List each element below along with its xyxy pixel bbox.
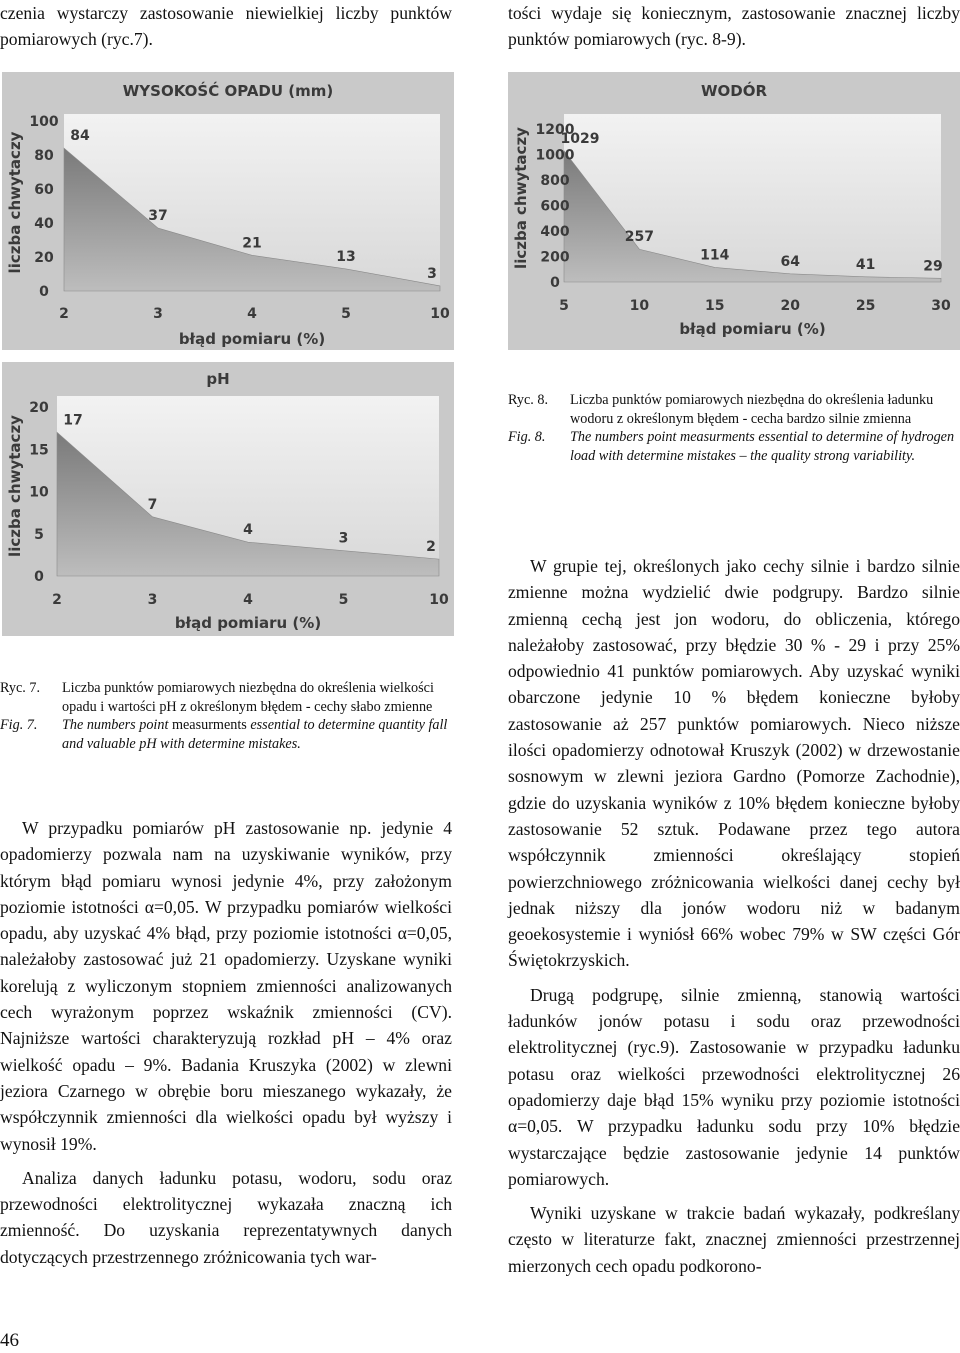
x-tick-label: 5 xyxy=(559,298,569,314)
x-tick-label: 10 xyxy=(430,306,450,322)
y-tick-label: 0 xyxy=(39,284,49,300)
chart-precipitation xyxy=(2,72,454,350)
x-tick-label: 2 xyxy=(52,592,62,608)
caption-text-en-3: essential to determine quantity fall and valuable pH with determine mistakes. xyxy=(62,717,448,752)
caption-text-pl: Liczba punktów pomiarowych niezbędna do określenia wielkości opadu i wartości pH z określonym błędem - cechy słabo zmienne xyxy=(62,680,434,715)
top-left-text: czenia wystarczy zastosowanie niewielkiej liczby punktów pomiarowych (ryc.7). xyxy=(0,3,452,50)
chart-title: WODÓR xyxy=(700,82,768,100)
top-right-text: tości wydaje się koniecznym, zastosowanie znacznej liczby punktów pomiarowych (ryc. 8-9). xyxy=(508,3,960,50)
x-tick-label: 15 xyxy=(705,298,725,314)
y-tick-label: 40 xyxy=(34,216,54,232)
x-tick-label: 30 xyxy=(931,298,951,314)
y-tick-label: 600 xyxy=(540,198,570,215)
caption-text-en-2: measurments xyxy=(171,717,247,734)
chart-hydrogen xyxy=(508,72,960,350)
y-tick-label: 10 xyxy=(29,484,49,501)
y-axis-label: liczba chwytaczy xyxy=(6,415,24,557)
paragraph: Wyniki uzyskane w trakcie badań wykazały, podkreślany często w literaturze fakt, znacznej zmienności przestrzennej mierzonych cech opadu podkorono- xyxy=(508,1203,960,1276)
data-label: 13 xyxy=(336,248,356,265)
caption-label-en: Fig. 8. xyxy=(508,429,546,446)
data-label: 21 xyxy=(242,235,262,252)
x-tick-label: 4 xyxy=(243,592,253,608)
data-label: 17 xyxy=(63,412,83,429)
x-tick-label: 3 xyxy=(147,592,158,608)
chart-ph xyxy=(2,362,454,636)
data-label: 84 xyxy=(70,128,90,145)
data-label: 37 xyxy=(148,208,168,225)
page-number: 46 xyxy=(0,1330,19,1351)
y-tick-label: 100 xyxy=(29,114,59,130)
data-label: 29 xyxy=(923,258,943,275)
x-axis-label: błąd pomiaru (%) xyxy=(679,320,826,338)
data-label: 114 xyxy=(700,247,730,264)
y-tick-label: 5 xyxy=(34,526,44,543)
x-tick-label: 10 xyxy=(629,298,650,314)
chart-title: WYSOKOŚĆ OPADU (mm) xyxy=(122,82,334,100)
paragraph: Drugą podgrupę, silnie zmienną, stanowią wartości ładunków jonów potasu i sodu oraz przewodności elektrolitycznej (ryc.9). Zastosowanie w przypadku ładunku potasu oraz wielkości przewodności elektrolitycznej 26 opadomierzy daje błąd 15% wyniku przy poziomie istotności α=0,05. W przypadku ładunku sodu przy 10% błędzie wystarczające będzie zastosowanie jedynie 14 punktów pomiarowych. xyxy=(508,984,960,1189)
figure-7-caption xyxy=(0,679,452,753)
y-tick-label: 0 xyxy=(550,275,560,291)
x-tick-label: 20 xyxy=(780,298,800,314)
paragraph: Analiza danych ładunku potasu, wodoru, sodu oraz przewodności elektrolitycznej wykazała znaczną ich zmienność. Do uzyskania reprezentatywnych danych dotyczących przestrzennego zróżnicowania tych war- xyxy=(0,1167,452,1267)
data-label: 4 xyxy=(243,522,253,539)
y-tick-label: 0 xyxy=(34,569,44,585)
y-tick-label: 400 xyxy=(540,224,570,240)
chart-title: pH xyxy=(206,370,230,388)
figure-8-caption xyxy=(508,391,960,465)
y-tick-label: 200 xyxy=(540,249,570,266)
right-column-body xyxy=(508,553,960,1279)
y-tick-label: 1000 xyxy=(535,147,575,164)
left-column-body xyxy=(0,815,452,1270)
data-label: 1029 xyxy=(560,130,600,147)
x-tick-label: 10 xyxy=(429,592,449,608)
y-tick-label: 20 xyxy=(34,250,54,266)
y-tick-label: 800 xyxy=(540,173,570,189)
caption-label-en: Fig. 7. xyxy=(0,717,38,734)
y-tick-label: 1200 xyxy=(535,122,575,138)
x-tick-label: 4 xyxy=(247,306,257,322)
caption-text-en: The numbers point measurments essential to determine of hydrogen load with determine mistakes – the quality strong variability. xyxy=(570,429,955,464)
x-axis-label: błąd pomiaru (%) xyxy=(178,330,326,348)
x-tick-label: 5 xyxy=(341,306,351,322)
data-label: 257 xyxy=(624,229,655,246)
x-tick-label: 3 xyxy=(153,306,163,322)
y-tick-label: 60 xyxy=(34,182,54,198)
caption-text-pl: Liczba punktów pomiarowych niezbędna do określenia ładunku wodoru z określonym błędem - cecha bardzo silnie zmienna xyxy=(570,392,934,427)
x-axis-label: błąd pomiaru (%) xyxy=(174,614,322,632)
caption-text-en-1: The numbers point xyxy=(62,717,169,734)
y-tick-label: 80 xyxy=(34,148,54,164)
data-label: 3 xyxy=(427,265,437,282)
chart-precipitation-svg xyxy=(2,72,454,350)
paragraph: W przypadku pomiarów pH zastosowanie np. jedynie 4 opadomierzy pozwala nam na uzyskiwanie wyników, przy którym błąd pomiaru wynosi jedynie 4%, przy założonym poziomie istotności α=0,05. W przypadku pomiarów wielkości opadu, aby uzyskać 4% błąd, przy poziomie istotności α=0,05, należałoby zastosować już 21 opadomierzy. Uzyskane wyniki korelują z wyliczonym stopniem zmienności analizowanych cech wyrażonym poprzez wskaźnik zmienności (CV). Najniższe wartości charakteryzują rozkład pH – 4% oraz wielkość opadu – 9%. Badania Kruszyka (2002) w zlewni jeziora Czarnego w obrębie boru mieszanego wykazały, że współczynnik zmienności dla wielkości opadu był wyższy i wynosił 19%. xyxy=(0,818,452,1154)
caption-label: Ryc. 7. xyxy=(0,680,41,696)
x-tick-label: 5 xyxy=(338,592,349,608)
x-tick-label: 25 xyxy=(855,298,876,314)
chart-ph-svg xyxy=(2,362,454,636)
y-axis-label: liczba chwytaczy xyxy=(6,131,24,274)
y-tick-label: 20 xyxy=(29,400,49,416)
data-label: 41 xyxy=(855,256,876,273)
x-tick-label: 2 xyxy=(59,306,69,322)
data-label: 3 xyxy=(338,530,349,547)
caption-label: Ryc. 8. xyxy=(508,392,549,408)
chart-hydrogen-svg xyxy=(508,72,960,350)
data-label: 7 xyxy=(147,496,158,513)
y-tick-label: 15 xyxy=(29,442,49,459)
data-label: 64 xyxy=(780,253,800,270)
y-axis-label: liczba chwytaczy xyxy=(512,127,530,269)
paragraph: W grupie tej, określonych jako cechy silnie i bardzo silnie zmienne można wydzielić dwie podgrupy. Bardzo silnie zmienną cechą jest jon wodoru, do obliczenia, którego należałoby zastosować, przy błędzie 30 % - 29 i przy 25% odpowiednio 41 punktów pomiarowych. Aby uzyskać wyniki obarczone jedynie 10 % błędem konieczne byłoby zastosowanie aż 257 punktów pomiarowych. Nieco niższe ilości opadomierzy odnotował Kruszyk (2002) w drzewostanie sosnowym w zlewni jeziora Gardno (Pomorze Zachodnie), gdzie do uzyskania wyników z 10% błędem konieczne byłoby zastosowanie 52 sztuk. Podawane przez tego autora współczynnik zmienności określający stopień powierzchniowego zróżnicowania wielkości danej cechy był jednak niższy dla jonów wodoru niż w badanym geoekosystemie i wyniósł 66% wobec 79% w SW części Gór Świętokrzyskich. xyxy=(508,556,960,971)
data-label: 2 xyxy=(426,539,436,556)
